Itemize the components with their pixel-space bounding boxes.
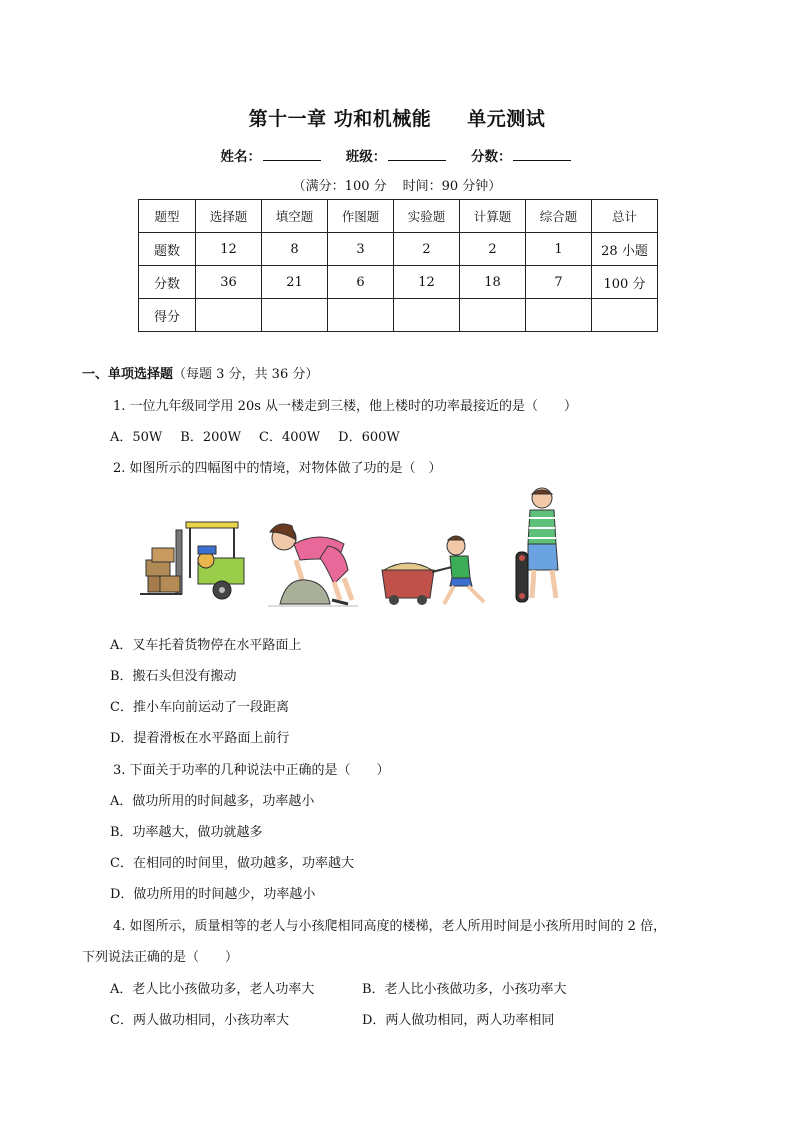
man-holding-skateboard-illustration [516, 488, 558, 602]
table-cell: 计算题 [460, 200, 526, 233]
option-b[interactable]: B．200W [180, 430, 242, 445]
question-3-option-a[interactable]: A．做功所用的时间越多，功率越小 [110, 794, 315, 809]
option-c[interactable]: C．400W [259, 430, 321, 445]
question-2-option-c[interactable]: C．推小车向前运动了一段距离 [110, 700, 289, 715]
score-entry-cell[interactable] [328, 299, 394, 332]
score-table [138, 199, 658, 332]
table-cell: 选择题 [196, 200, 262, 233]
score-entry-cell[interactable] [262, 299, 328, 332]
question-3-stem: 3. 下面关于功率的几种说法中正确的是（ ） [113, 763, 390, 778]
question-2-stem: 2. 如图所示的四幅图中的情境，对物体做了功的是（ ） [113, 461, 442, 476]
table-cell: 36 [196, 266, 262, 299]
table-cell: 实验题 [394, 200, 460, 233]
table-cell: 3 [328, 233, 394, 266]
question-2-option-d[interactable]: D．提着滑板在水平路面上前行 [110, 731, 290, 746]
title-chapter: 第十一章 功和机械能 [248, 108, 432, 130]
question-3-option-c[interactable]: C．在相同的时间里，做功越多，功率越大 [110, 856, 354, 871]
table-row [139, 200, 658, 233]
table-row [139, 299, 658, 332]
table-row [139, 266, 658, 299]
name-label: 姓名： [220, 149, 262, 165]
table-cell: 分数 [139, 266, 196, 299]
score-blank[interactable] [513, 148, 571, 161]
question-1-options [110, 426, 400, 445]
forklift-illustration [140, 522, 244, 599]
student-info-line [0, 145, 794, 165]
table-cell: 1 [526, 233, 592, 266]
option-d[interactable]: D．600W [338, 430, 400, 445]
question-1-stem: 1. 一位九年级同学用 20s 从一楼走到三楼，他上楼时的功率最接近的是（ ） [113, 399, 578, 414]
question-3-option-d[interactable]: D．做功所用的时间越少，功率越小 [110, 887, 316, 902]
table-cell: 6 [328, 266, 394, 299]
page-title [0, 104, 794, 131]
question-2-option-b[interactable]: B．搬石头但没有搬动 [110, 669, 237, 684]
score-entry-cell[interactable] [526, 299, 592, 332]
title-unit-test: 单元测试 [467, 108, 546, 130]
table-cell: 2 [394, 233, 460, 266]
question-2-option-a[interactable]: A．叉车托着货物停在水平路面上 [110, 638, 302, 653]
table-cell: 28 小题 [592, 233, 658, 266]
table-cell: 题数 [139, 233, 196, 266]
name-blank[interactable] [263, 148, 321, 161]
table-cell: 100 分 [592, 266, 658, 299]
table-cell: 12 [394, 266, 460, 299]
table-cell: 12 [196, 233, 262, 266]
table-cell: 2 [460, 233, 526, 266]
table-cell: 综合题 [526, 200, 592, 233]
class-blank[interactable] [388, 148, 446, 161]
table-row [139, 233, 658, 266]
table-cell: 21 [262, 266, 328, 299]
score-label: 分数： [470, 149, 512, 165]
table-cell: 填空题 [262, 200, 328, 233]
question-4-stem: 4. 如图所示，质量相等的老人与小孩爬相同高度的楼梯，老人所用时间是小孩所用时间的 2 倍， [113, 919, 667, 934]
time-limit-text: 时间：90 分钟） [402, 179, 502, 194]
exam-meta [0, 175, 794, 194]
question-2-illustration [138, 486, 568, 616]
question-4-stem-continued: 下列说法正确的是（ ） [82, 950, 239, 965]
question-4-option-c[interactable]: C．两人做功相同，小孩功率大 [110, 1013, 289, 1028]
question-4-option-b[interactable]: B．老人比小孩做功多，小孩功率大 [362, 982, 567, 997]
score-entry-cell[interactable] [394, 299, 460, 332]
score-entry-cell[interactable] [592, 299, 658, 332]
score-entry-cell[interactable] [460, 299, 526, 332]
table-cell: 总计 [592, 200, 658, 233]
class-label: 班级： [345, 149, 387, 165]
woman-lifting-stone-illustration [268, 524, 358, 606]
table-cell: 得分 [139, 299, 196, 332]
question-4-option-a[interactable]: A．老人比小孩做功多，老人功率大 [110, 982, 315, 997]
boy-pushing-cart-illustration [382, 536, 484, 605]
full-score-text: （满分：100 分 [292, 179, 387, 194]
section-heading [82, 363, 318, 382]
table-cell: 题型 [139, 200, 196, 233]
table-cell: 作图题 [328, 200, 394, 233]
table-cell: 18 [460, 266, 526, 299]
section-title: 一、单项选择题 [82, 367, 174, 382]
table-cell: 7 [526, 266, 592, 299]
option-a[interactable]: A．50W [110, 430, 163, 445]
question-4-option-d[interactable]: D．两人做功相同，两人功率相同 [362, 1013, 555, 1028]
section-note: （每题 3 分，共 36 分） [173, 367, 319, 382]
question-3-option-b[interactable]: B．功率越大，做功就越多 [110, 825, 263, 840]
table-cell: 8 [262, 233, 328, 266]
score-entry-cell[interactable] [196, 299, 262, 332]
